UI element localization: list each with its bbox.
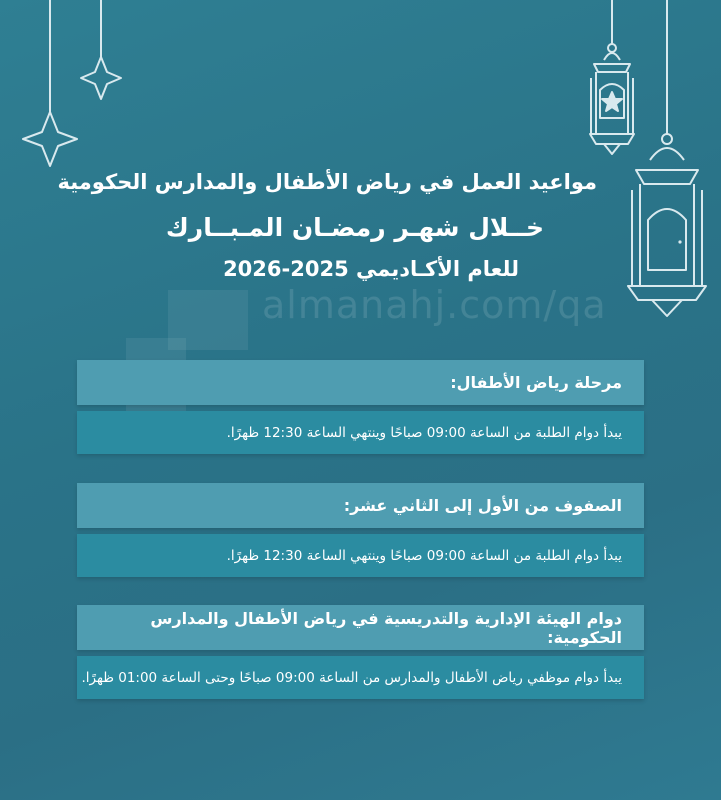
section-title: الصفوف من الأول إلى الثاني عشر: <box>77 483 644 528</box>
section-staff <box>77 605 644 699</box>
section-body: يبدأ دوام موظفي رياض الأطفال والمدارس من الساعة 09:00 صباحًا وحتى الساعة 01:00 ظهرًا. <box>77 656 644 699</box>
section-grades <box>77 483 644 577</box>
section-body: يبدأ دوام الطلبة من الساعة 09:00 صباحًا وينتهي الساعة 12:30 ظهرًا. <box>77 411 644 454</box>
page-title: مواعيد العمل في رياض الأطفال والمدارس الحكومية <box>57 170 597 194</box>
watermark-text: almanahj.com/qa <box>262 283 607 327</box>
section-title: مرحلة رياض الأطفال: <box>77 360 644 405</box>
page-subtitle: خــلال شهـر رمضـان المـبــارك <box>165 213 544 242</box>
section-title: دوام الهيئة الإدارية والتدريسية في رياض الأطفال والمدارس الحكومية: <box>77 605 644 650</box>
section-kindergarten <box>77 360 644 454</box>
academic-year: للعام الأكـاديمي 2025-2026 <box>223 257 519 281</box>
title-block <box>0 0 721 300</box>
section-body: يبدأ دوام الطلبة من الساعة 09:00 صباحًا وينتهي الساعة 12:30 ظهرًا. <box>77 534 644 577</box>
